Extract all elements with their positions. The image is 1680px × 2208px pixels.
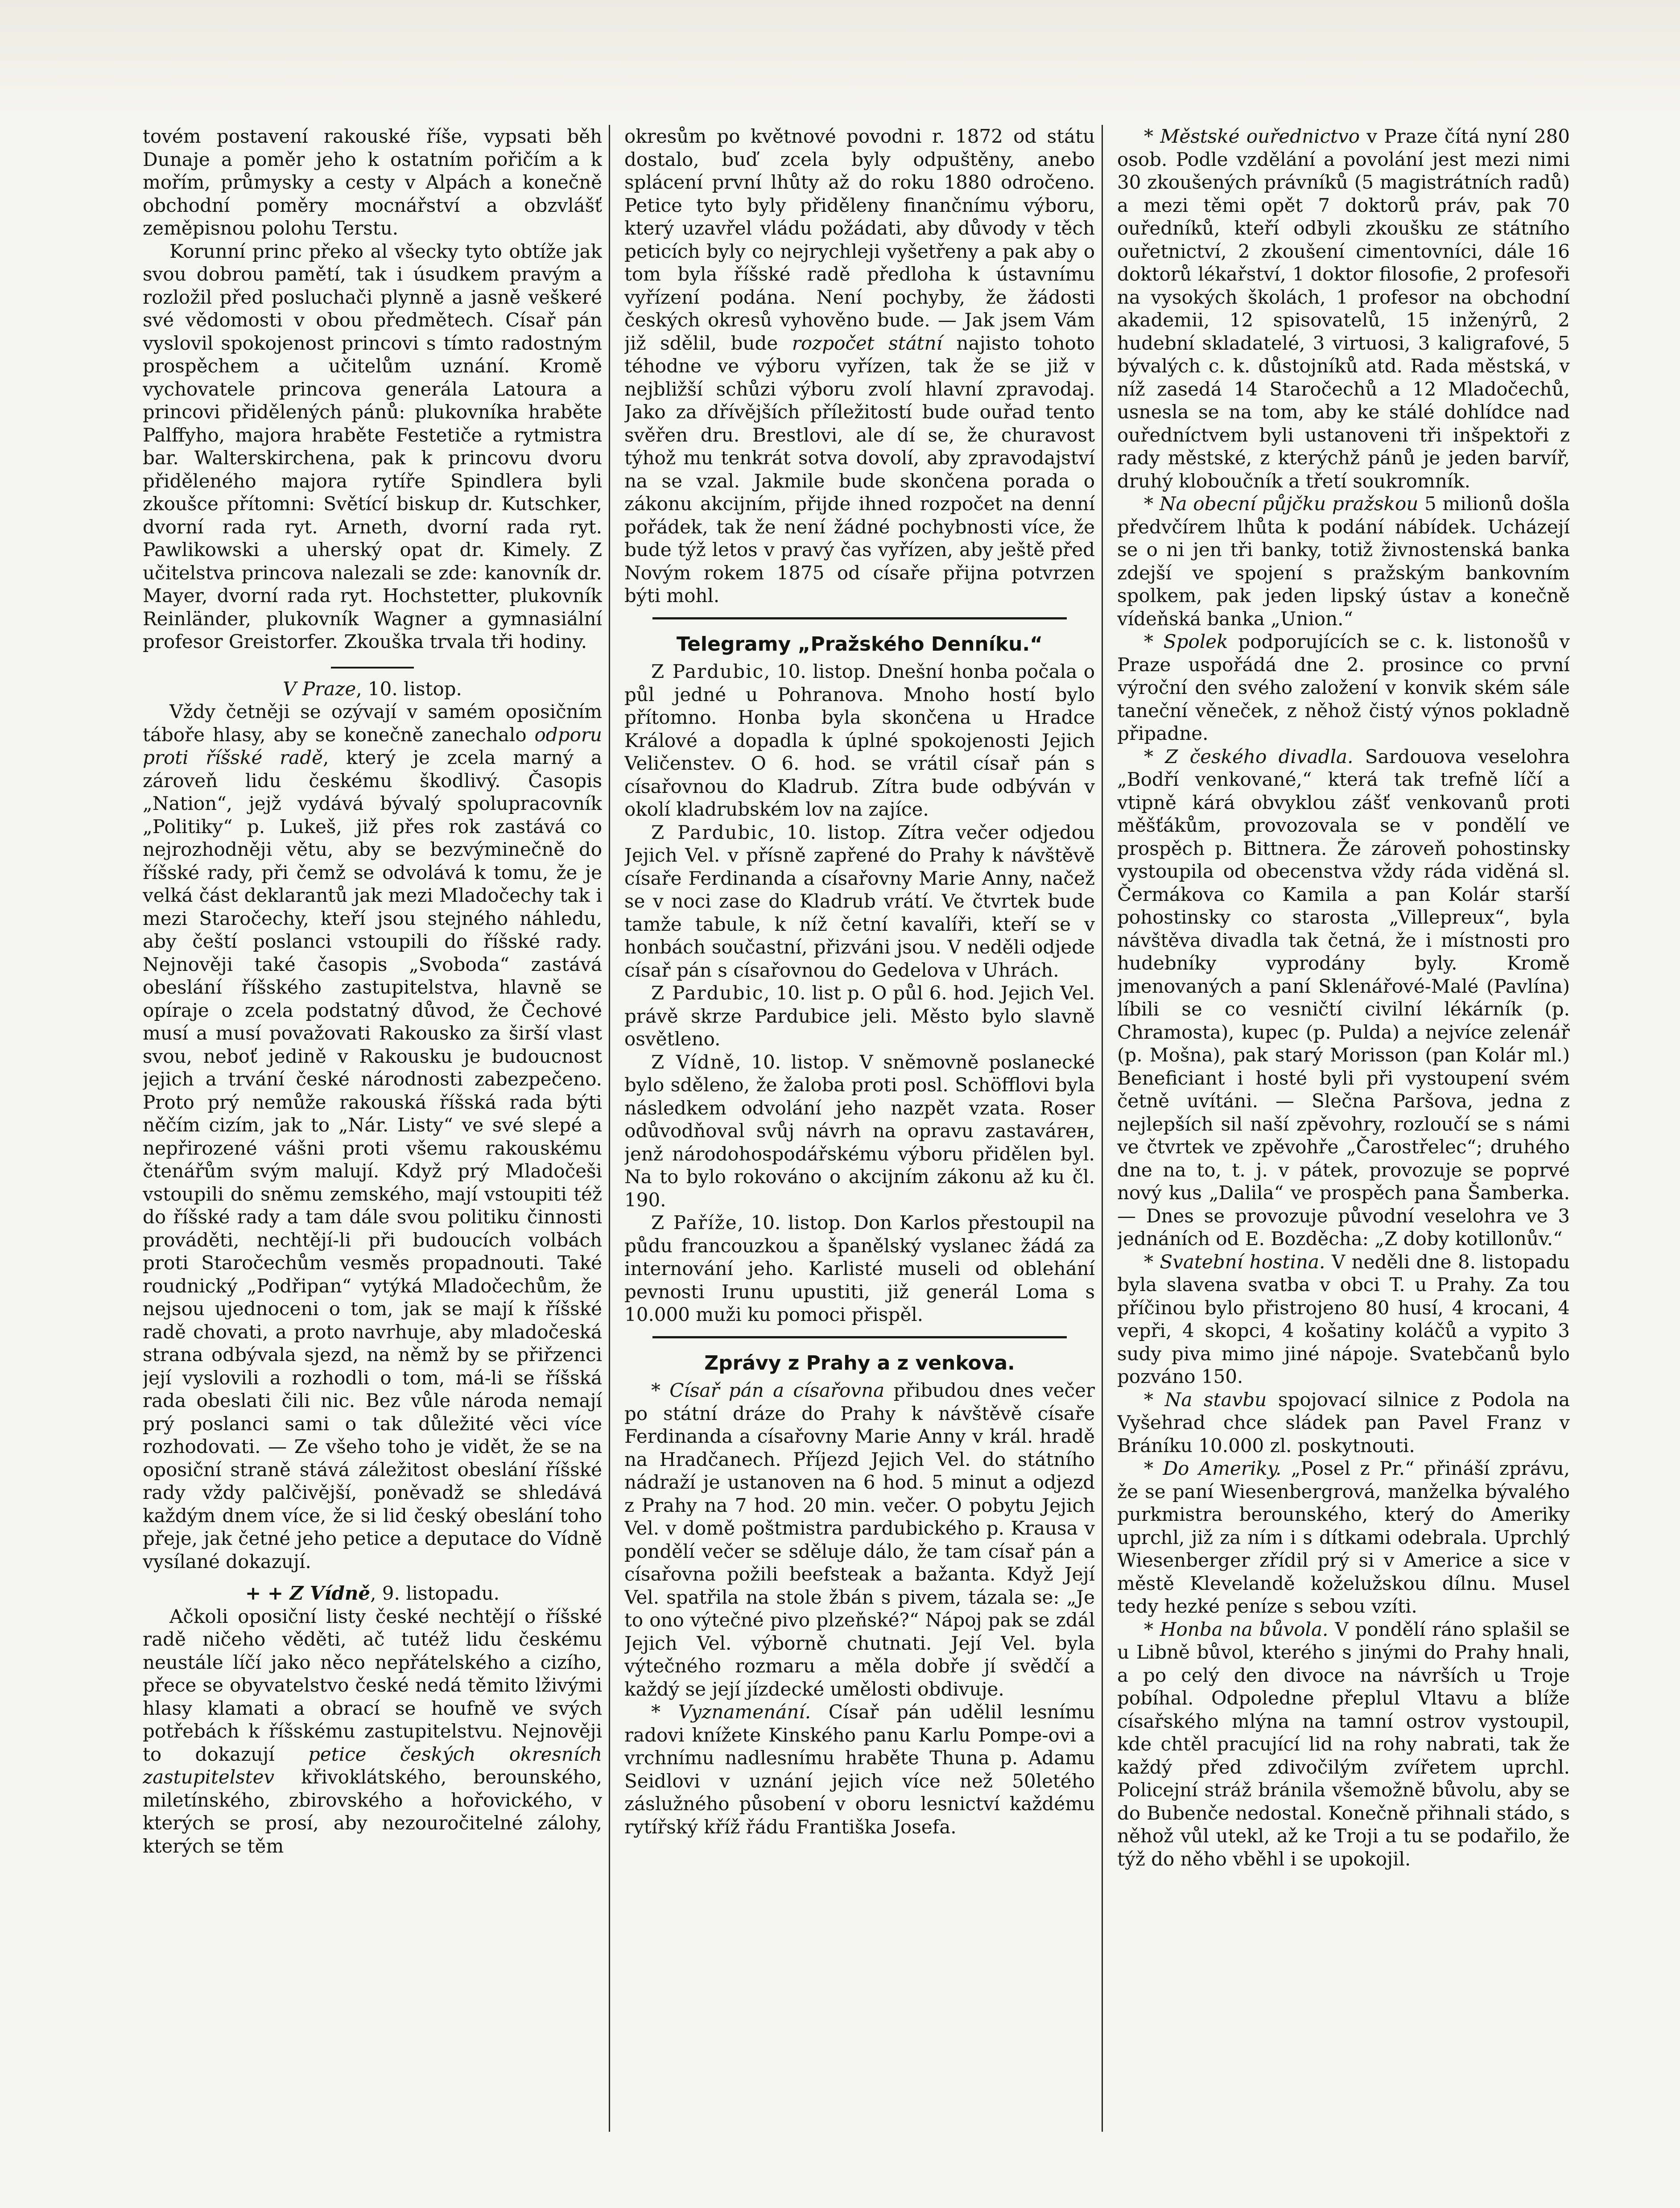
text-run: Císař pán udělil lesnímu radovi knížete Kinského panu Karlu Pompe-ovi a vrchnímu nadlesnímu hraběte Thuna p. Adamu Seidlovi v uznání jejich více než 50letého záslužného působení v oboru lesnictví každému rytířský kříž řádu Františka Josefa.	[624, 1701, 1095, 1838]
text-run: V neděli dne 8. listopadu byla slavena svatba v obci T. u Prahy. Za tou příčinou bylo přistrojeno 80 husí, 4 krocani, 4 vepři, 4 skopci, 4 košatiny koláčů a vypito 3 sudy piva mimo jiné nápoje. Svatebčanů bylo pozváno 150.	[1117, 1251, 1570, 1387]
news-item	[1117, 1457, 1570, 1618]
telegram-place: Z Pardubic	[651, 982, 764, 1004]
divider	[652, 1336, 1066, 1338]
news-title: * Vyznamenání.	[651, 1701, 811, 1723]
telegram	[624, 1051, 1095, 1212]
news-title: * Spolek	[1144, 631, 1228, 652]
divider	[331, 667, 413, 669]
dateline-vienna	[143, 1582, 602, 1605]
news-item	[1117, 745, 1570, 1251]
text-run: , 10. listop. V sněmovně poslanecké bylo sděleno, že žaloba proti posl. Schöfflovi byla následkem odvolání jeho nazpět vzata. Roser odůvodňoval svůj návrh na opravu zastavárен, jenž národohospodářskému výboru přidělen byl. Na to bylo rokováno o akcijním zákonu až ku čl. 190.	[624, 1051, 1095, 1211]
text-run: , 10. listop. Dnešní honba počala o půl jedné u Pohranova. Mnoho hostí bylo přítomno. Honba byla skončena u Hradce Králové a dopadla k úplné spokojenosti Jejich Veličenstev. O 6. hod. se vrátil císař pán s císařovnou do Kladrub. Zítra bude odbýván v okolí kladrubském lov na zajíce.	[624, 660, 1095, 820]
text-run: okresům po květnové povodni r. 1872 od státu dostalo, buď zcela byly odpuštěny, anebo splácení první lhůty až do roku 1880 odročeno. Petice tyto byly přiděleny finančnímu výboru, který uzavřel vládu požádati, aby důvody v těch peticích byly co nejrychleji vyšetřeny a pak aby o tom byla říšské radě předloha k ústavnímu vyřízení podána. Není pochyby, že žádosti českých okresů vyhověno bude. — Jak jsem Vám již sdělil, bude	[624, 125, 1095, 354]
text-run: křivoklátského, berounského, miletínského, zbirovského a hořovického, v kterých se prosí, aby nezouročitelné zálohy, kterých se těm	[143, 1766, 602, 1857]
telegram-place: Z Paříže	[651, 1212, 738, 1234]
article-continuation	[624, 125, 1095, 607]
article-paragraph	[143, 1605, 602, 1858]
text-run: Ačkoli oposiční listy české nechtějí o říšské radě ničeho věděti, ač tutéž lidu českému neustále líčí jako něco nepřátelského a cizího, přece se obyvatelstvo české nedá těmito lživými hlasy klamati a obrací se houfně ve svých potřebách k říšskému zastupitelstvu. Nejnověji to dokazují	[143, 1605, 602, 1765]
article-continuation: tovém postavení rakouské říše, vypsati běh Dunaje a poměr jeho k ostatním pořičím a k mořím, průmysky a cesty v Alpách a konečně obchodní poměry mocnářství a obzvlášť zeměpisnou polohu Terstu.	[143, 125, 602, 239]
news-item	[1117, 1388, 1570, 1457]
text-run: přibudou dnes večer po státní dráze do Prahy k návštěvě císaře Ferdinanda a císařovny Marie Anny v král. hradě na Hradčanech. Příjezd Jejich Vel. do státního nádraží je ustanoven na 6 hod. 5 minut a odjezd z Prahy na 7 hod. 20 min. večer. O pobytu Jejich Vel. v domě poštmistra pardubického p. Krausa v pondělí večer se sděluje dálo, že tam císař pán a císařovna požili beefsteak a bažanta. Když Její Vel. spatřila na stole žbán s pivem, tázala se: „Je to ono výtečné pivo plzeňské?“ Nápoj pak se zdál Jejich Vel. výborně chutnati. Její Vel. byla výtečného rozmaru a měla dobře jí svědčí a každý se její jízdecké umělosti obdivuje.	[624, 1379, 1095, 1700]
dateline-date: , 9. listopadu.	[370, 1582, 499, 1604]
dateline-date: , 10. listop.	[356, 677, 462, 700]
divider	[652, 617, 1066, 619]
news-item	[1117, 125, 1570, 492]
news-title: * Císař pán a císařovna	[651, 1379, 885, 1401]
news-title: * Na stavbu	[1144, 1388, 1267, 1411]
news-title: * Honba na bůvola.	[1144, 1618, 1329, 1640]
news-title: * Svatební hostina.	[1144, 1251, 1325, 1273]
telegram	[624, 660, 1095, 821]
text-run: spojovací silnice z Podola na Vyšehrad chce sládek pan Pavel Franz v Bráníku 10.000 zl. poskytnouti.	[1117, 1388, 1570, 1457]
news-title: * Na obecní půjčku pražskou	[1144, 493, 1419, 515]
column-right	[1117, 125, 1570, 2132]
dateline-place: V Praze	[283, 677, 356, 700]
column-middle	[624, 125, 1095, 2132]
news-item	[1117, 1618, 1570, 1871]
text-run: najisto tohoto téhodne ve výboru vyřízen, tak že se již v nejbližší schůzi výboru zvolí hlavní zpravodaj. Jako za dřívějších příležitostí bude ouřad tento svěřen dru. Brestlovi, ale dí se, že churavost týhož mu tenkrát sotva dovolí, aby zpravodajství na se vzal. Jakmile bude skončena porada o zákonu akcijním, přijde ihned rozpočet na denní pořádek, tak že není žádné pochybnosti více, že bude týž letos v pravý čas vyřízen, aby ještě před Novým rokem 1875 od císaře přijna potvrzen býti mohl.	[624, 332, 1095, 607]
news-title: * Městské ouřednictvo	[1144, 125, 1360, 147]
text-run: , 10. listop. Don Karlos přestoupil na půdu francouzkou a španělský vyslanec žádá za internování jeho. Karlisté museli od oblehání pevnosti Irunu upustiti, již generál Loma s 10.000 muži ku pomoci přispěl.	[624, 1212, 1095, 1325]
text-run: podporujících se c. k. listonošů v Praze uspořádá dne 2. prosince co první výroční den svého založení v konvik ském sále taneční věneček, z něhož čistý výnos pokladně připadne.	[1117, 631, 1570, 744]
news-item	[1117, 1251, 1570, 1388]
text-run: „Posel z Pr.“ přináší zprávu, že se paní Wiesenbergrová, manželka bývalého purkmistra berounského, který do Ameriky uprchl, již za ním i s dítkami odebrala. Uprchlý Wiesenberger zřídil prý si v Americe a sice v městě Klevelandě koželužskou dílnu. Musel tedy hezké peníze s sebou vzíti.	[1117, 1457, 1570, 1617]
news-item	[624, 1379, 1095, 1700]
section-heading-news: Zprávy z Prahy a z venkova.	[704, 1351, 1015, 1374]
news-item	[624, 1700, 1095, 1838]
telegram	[624, 982, 1095, 1051]
columns	[143, 125, 1570, 2132]
text-run: Vždy četněji se ozývají v samém oposičním táboře hlasy, aby se konečně zanechalo	[143, 701, 602, 746]
telegram	[624, 821, 1095, 982]
telegram-place: Z Pardubic	[651, 660, 764, 682]
dateline-prague	[143, 677, 602, 701]
text-run: , 10. listop. Zítra večer odjedou Jejich Vel. v přísně zapřené do Prahy k návštěvě císaře Ferdinanda a císařovny Marie Anny, načež se v noci zase do Kladrub vrátí. Ve čtvrtek bude tamže tabule, k níž četní kavalíři, kteří se v honbách součastní, přizváni jsou. V neděli odjede císař pán s císařovnou do Gedelova v Uhrách.	[624, 821, 1095, 981]
telegram	[624, 1211, 1095, 1326]
article-paragraph	[143, 700, 602, 1573]
section-heading-telegrams: Telegramy „Pražského Denníku.“	[676, 632, 1043, 656]
emphasis: petice českých okresních zastupitelstev	[143, 1743, 602, 1788]
news-title: * Z českého divadla.	[1144, 745, 1354, 768]
dateline-place: + + Z Vídně	[245, 1582, 371, 1604]
telegram-place: Z Pardubic	[651, 821, 769, 843]
news-title: * Do Ameriky.	[1144, 1457, 1282, 1479]
emphasis: rozpočet státní	[792, 332, 943, 354]
text-run: v Praze čítá nyní 280 osob. Podle vzdělání a povolání jest mezi nimi 30 zkoušených právníků (5 magistrátních radů) a mezi těmi opět 7 doktorů práv, pak 70 ouředníků, kteří odbyli zkoušku ze státního ouřetnictví, 2 zkoušení cimentovníci, dále 16 doktorů lékařství, 1 doktor filosofie, 2 profesoři na vysokých školách, 1 profesor na obchodní akademii, 12 spisovatelů, 15 inženýrů, 2 hudební skladatelé, 3 virtuosi, 3 kaligrafové, 5 bývalých c. k. důstojníků atd. Rada městská, v níž zasedá 14 Staročechů a 12 Mladočechů, usnesla se na tom, aby ke stálé dohlídce nad ouředníctvem byli ustanoveni tři inšpektoři z rady městské, z kterýchž pánů je jeden barvíř, druhý kloboučník a třetí soukromník.	[1117, 125, 1570, 492]
text-run: Sardouova veselohra „Bodří venkované,“ která tak trefně líčí a vtipně kárá obvyklou zášť venkovanů proti měšťákům, provozovala se v pondělí ve prospěch p. Bittnera. Že zároveň pohostinsky vystoupila od obecenstva vždy ráda viděná sl. Čermákova co Kamila a pan Kolár starší pohostinsky co starosta „Villepreux“, byla návštěva divadla tak četná, že i místnosti pro hudebníky vyprodány byly. Kromě jmenovaných a paní Sklenářové-Malé (Pavlína) líbili se co vesničtí civilní lékárník (p. Chramosta), kupec (p. Pulda) a nejvíce zelenář (p. Mošna), pak starý Morisson (pan Kolár ml.) Beneficiant i hosté byli při vystoupení svém četně uvítáni. — Slečna Paršova, jedna z nejlepších sil naší zpěvohry, rozloučí se s námi ve čtvrtek ve zpěvohře „Čarostřelec“; druhého dne na to, t. j. v pátek, provozuje se poprvé nový kus „Dalila“ ve prospěch pana Šamberka. — Dnes se provozuje původní veselohra ve 3 jednáních od E. Bozděcha: „Z doby kotillonův.“	[1117, 745, 1570, 1250]
column-left	[143, 125, 602, 2132]
text-run: , 10. list p. O půl 6. hod. Jejich Vel. právě skrze Pardubice jeli. Město bylo slavně osvětleno.	[624, 982, 1095, 1050]
telegram-place: Z Vídně	[651, 1051, 735, 1073]
column-rule	[1102, 125, 1103, 2132]
news-item	[1117, 630, 1570, 745]
column-rule	[609, 125, 610, 2132]
text-run: , který je zcela marný a zároveň lidu českému škodlivý. Časopis „Nation“, jejž vydává bývalý spolupracovník „Politiky“ p. Lukeš, již přes rok zastává co nejrozhodněji větu, aby se bezvýminečně do říšské rady, při čemž se odvolává k tomu, že je velká část deklarantů jak mezi Mladočechy tak i mezi Staročechy, kteří jsou stejného náhledu, aby čeští poslanci vstoupili do říšské rady. Nejnověji také časopis „Svoboda“ zastává obeslání říšského zastupitelstva, hlavně se opíraje o zcela podstatný důvod, že Čechové musí a musí považovati Rakousko za širší vlast svou, neboť jedině v Rakousku je budoucnost jejich a trvání české národnosti zabezpečeno. Proto prý nemůže rakouská říšská rada býti něčím cizím, jak to „Nár. Listy“ ve své slepé a nepřirozené vášni proti všemu rakouskému čtenářům svým malují. Když prý Mladočeši vstoupili do sněmu zemského, mají vstoupiti též do říšské rady a tam dále svou politiku činnosti prováděti, nechtějí-li při budoucích volbách proti Staročechům vesměs propadnouti. Také roudnický „Podřipan“ vytýká Mladočechům, že nejsou ujednoceni o tom, jak se mají k říšské radě chovati, a proto navrhuje, aby mladočeská strana odbývala sjezd, na němž by se přiřzenci její vyslovili a rozhodli o tom, má-li se říšská rada obeslati čili nic. Bez vůle národa nemají prý poslanci sami o tak důležité věci více rozhodovati. — Ze všeho toho je vidět, že se na oposiční straně stává záležitost obeslání říšské rady vždy palčivější, poněvadž se shledává každým dnem více, že si lid český obeslání toho přeje, jak četné jeho petice a deputace do Vídně vysílané dokazují.	[143, 747, 602, 1572]
text-run: 5 milionů došla předvčírem lhůta k podání nábídek. Ucházejí se o ni jen tři banky, totiž živnostenská banka zdejší ve spojení s pražským bankovním spolkem, pak jeden lipský ústav a konečně vídeňská banka „Union.“	[1117, 493, 1570, 630]
text-run: V pondělí ráno splašil se u Libně bůvol, kterého s jinými do Prahy hnali, a po celý den divoce na návrších u Troje pobíhal. Odpoledne přeplul Vltavu a blíže císařského mlýna na tamní ostrov vystoupil, kde chtěl pracující lid na rohy nabrati, tak že každý před zdivočilým zvířetem uprchl. Policejní stráž bránila všemožně bůvolu, aby se do Bubenče nedostal. Konečně přihnali stádo, s něhož vůl utekl, až ke Troji a tu se podařilo, že týž do něho vběhl i se upokojil.	[1117, 1618, 1570, 1870]
news-item	[1117, 492, 1570, 630]
emphasis: odporu proti říšské radě	[143, 723, 602, 768]
article-paragraph: Korunní princ překo al všecky tyto obtíže jak svou dobrou pamětí, tak i úsudkem pravým a rozložil před posluchači plynně a jasně veškeré své vědomosti v obou předmětech. Císař pán vyslovil spokojenost princovi s tímto radostným prospěchem a učitelům uznání. Kromě vychovatele princova generála Latoura a princovi přidělených pánů: plukovníka hraběte Palffyho, majora hraběte Festetiče a rytmistra bar. Walterskirchena, pak k princovu dvoru přiděleného majora rytíře Spindlera byli zkoušce přítomni: Světící biskup dr. Kutschker, dvorní rada ryt. Arneth, dvorní rada ryt. Pawlikowski a uherský opat dr. Kimely. Z učitelstva princova nalezali se zde: kanovník dr. Mayer, dvorní rada ryt. Hochstetter, plukovník Reinländer, plukovník Wagner a gymnasiální profesor Greistorfer. Zkouška trvala tři hodiny.	[143, 240, 602, 652]
